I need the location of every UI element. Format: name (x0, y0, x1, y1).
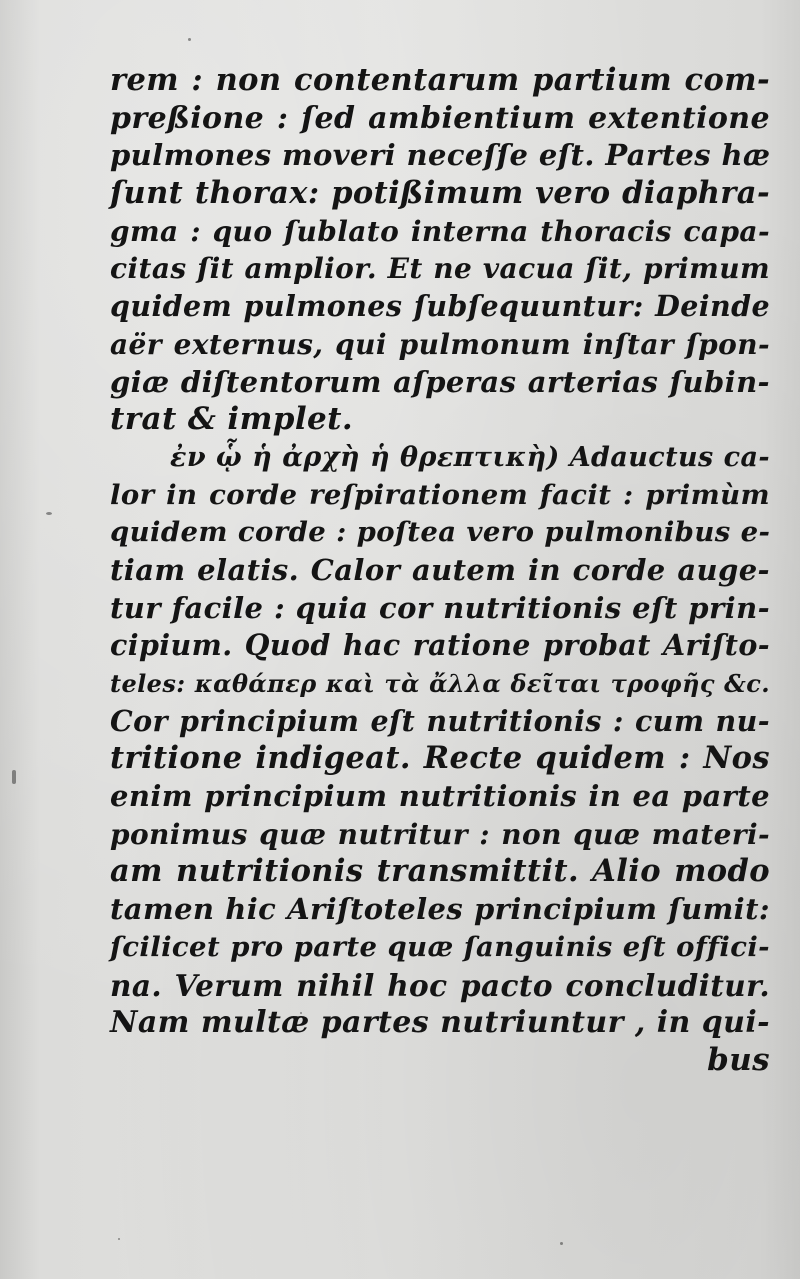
text-line: giæ diſtentorum aſperas arterias ſubin- (110, 364, 770, 399)
text-line: citas ſit amplior. Et ne vacua ſit, primum (110, 252, 770, 286)
text-line: quidem corde : poſtea vero pulmonibus e- (110, 516, 771, 549)
text-line: pulmones moveri neceſſe eſt. Partes hæ (110, 138, 771, 173)
text-line: aër externus, qui pulmonum inſtar ſpon- (110, 327, 770, 361)
paper-speck (46, 512, 52, 515)
catchword: bus (707, 1041, 770, 1078)
text-line-greek-quote: teles: καθάπερ καὶ τὰ ἄλλα δεῖται τροφῆς &c. (110, 669, 770, 698)
text-line: Nam multæ partes nutriuntur , in qui- (110, 1005, 770, 1041)
text-line: gma : quo ſublato interna thoracis capa- (110, 214, 770, 248)
text-line: ſcilicet pro parte quæ ſanguinis eſt offici- (110, 930, 770, 963)
text-line: tur facile : quia cor nutritionis eſt prin- (110, 590, 770, 625)
text-line: tritione indigeat. Recte quidem : Nos (110, 740, 770, 777)
text-line: tamen hic Ariſtoteles principium ſumit: (110, 892, 770, 927)
text-line: ponimus quæ nutritur : non quæ materi- (110, 817, 770, 851)
text-line: cipium. Quod hac ratione probat Ariſto- (110, 628, 770, 663)
text-line: preßione : ſed ambientium extentione (110, 100, 770, 136)
text-line: trat & implet. (110, 401, 354, 438)
text-line-greek-lemma: ἐν ᾧ ἡ ἀρχὴ ἡ θρεπτικὴ) Adauctus ca- (170, 441, 770, 473)
text-line: na. Verum nihil hoc pacto concluditur. (110, 967, 770, 1003)
text-line: enim principium nutritionis in ea parte (110, 779, 770, 814)
text-line: quidem pulmones ſubſequuntur: Deinde (110, 289, 770, 324)
paper-speck (188, 38, 191, 41)
paper-speck (12, 770, 16, 784)
paper-speck (118, 1238, 120, 1240)
paper-speck (560, 1242, 563, 1245)
text-line: Cor principium eſt nutritionis : cum nu- (110, 703, 770, 738)
text-line: tiam elatis. Calor autem in corde auge- (110, 552, 770, 587)
page-text (110, 62, 770, 1080)
text-line: lor in corde reſpirationem facit : primùm (110, 478, 770, 511)
text-line: am nutritionis transmittit. Alio modo (110, 853, 770, 890)
text-line: rem : non contentarum partium com- (110, 62, 770, 98)
text-line: ſunt thorax: potißimum vero diaphra- (110, 175, 770, 212)
